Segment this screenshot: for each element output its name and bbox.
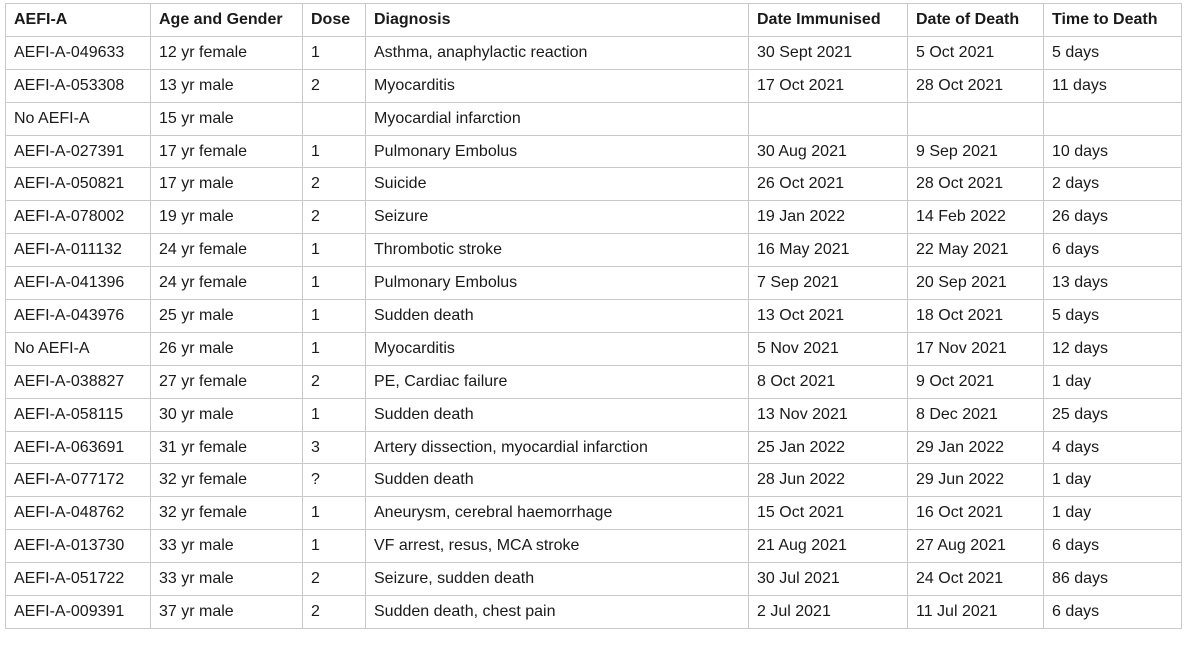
cell-time-to-death: 6 days	[1044, 234, 1182, 267]
cell-date-of-death	[908, 102, 1044, 135]
cell-date-of-death: 9 Sep 2021	[908, 135, 1044, 168]
cell-aefi-id: AEFI-A-009391	[6, 596, 151, 629]
cell-time-to-death: 5 days	[1044, 36, 1182, 69]
cell-date-of-death: 28 Oct 2021	[908, 69, 1044, 102]
cell-age-gender: 13 yr male	[151, 69, 303, 102]
aefi-table-container	[5, 3, 1182, 629]
cell-aefi-id: AEFI-A-041396	[6, 267, 151, 300]
cell-aefi-id: AEFI-A-038827	[6, 365, 151, 398]
table-row	[6, 596, 1182, 629]
cell-date-of-death: 17 Nov 2021	[908, 332, 1044, 365]
cell-date-of-death: 14 Feb 2022	[908, 201, 1044, 234]
cell-age-gender: 24 yr female	[151, 267, 303, 300]
cell-date-of-death: 18 Oct 2021	[908, 300, 1044, 333]
cell-age-gender: 26 yr male	[151, 332, 303, 365]
cell-diagnosis: Myocarditis	[366, 332, 749, 365]
cell-dose: 2	[303, 365, 366, 398]
column-header-age-gender: Age and Gender	[151, 4, 303, 37]
table-row	[6, 69, 1182, 102]
cell-aefi-id: No AEFI-A	[6, 332, 151, 365]
cell-age-gender: 32 yr female	[151, 497, 303, 530]
cell-dose: 1	[303, 234, 366, 267]
cell-date-immunised: 15 Oct 2021	[749, 497, 908, 530]
cell-date-immunised: 21 Aug 2021	[749, 530, 908, 563]
cell-date-of-death: 8 Dec 2021	[908, 398, 1044, 431]
cell-dose: 1	[303, 332, 366, 365]
cell-time-to-death: 12 days	[1044, 332, 1182, 365]
cell-time-to-death: 6 days	[1044, 530, 1182, 563]
table-row	[6, 234, 1182, 267]
cell-diagnosis: Seizure, sudden death	[366, 563, 749, 596]
table-row	[6, 300, 1182, 333]
cell-age-gender: 25 yr male	[151, 300, 303, 333]
cell-date-of-death: 11 Jul 2021	[908, 596, 1044, 629]
cell-dose: 2	[303, 596, 366, 629]
cell-age-gender: 33 yr male	[151, 530, 303, 563]
cell-age-gender: 19 yr male	[151, 201, 303, 234]
cell-dose: 1	[303, 497, 366, 530]
column-header-diagnosis: Diagnosis	[366, 4, 749, 37]
table-row	[6, 497, 1182, 530]
column-header-date-of-death: Date of Death	[908, 4, 1044, 37]
cell-age-gender: 27 yr female	[151, 365, 303, 398]
cell-age-gender: 32 yr female	[151, 464, 303, 497]
cell-aefi-id: AEFI-A-063691	[6, 431, 151, 464]
cell-date-immunised: 28 Jun 2022	[749, 464, 908, 497]
cell-age-gender: 37 yr male	[151, 596, 303, 629]
cell-time-to-death: 25 days	[1044, 398, 1182, 431]
cell-date-of-death: 9 Oct 2021	[908, 365, 1044, 398]
cell-time-to-death: 2 days	[1044, 168, 1182, 201]
cell-time-to-death: 4 days	[1044, 431, 1182, 464]
cell-time-to-death: 10 days	[1044, 135, 1182, 168]
table-row	[6, 135, 1182, 168]
cell-dose: 2	[303, 201, 366, 234]
cell-time-to-death: 1 day	[1044, 365, 1182, 398]
cell-dose: 3	[303, 431, 366, 464]
cell-date-of-death: 27 Aug 2021	[908, 530, 1044, 563]
cell-date-immunised: 30 Jul 2021	[749, 563, 908, 596]
cell-date-of-death: 29 Jan 2022	[908, 431, 1044, 464]
cell-date-immunised: 8 Oct 2021	[749, 365, 908, 398]
table-header	[6, 4, 1182, 37]
cell-time-to-death: 1 day	[1044, 464, 1182, 497]
cell-time-to-death	[1044, 102, 1182, 135]
cell-aefi-id: AEFI-A-027391	[6, 135, 151, 168]
cell-dose: 1	[303, 300, 366, 333]
cell-dose: 1	[303, 36, 366, 69]
cell-aefi-id: AEFI-A-049633	[6, 36, 151, 69]
cell-date-immunised: 5 Nov 2021	[749, 332, 908, 365]
cell-time-to-death: 5 days	[1044, 300, 1182, 333]
cell-dose: ?	[303, 464, 366, 497]
cell-time-to-death: 13 days	[1044, 267, 1182, 300]
cell-dose: 1	[303, 135, 366, 168]
cell-time-to-death: 26 days	[1044, 201, 1182, 234]
cell-date-of-death: 28 Oct 2021	[908, 168, 1044, 201]
cell-date-of-death: 29 Jun 2022	[908, 464, 1044, 497]
cell-aefi-id: AEFI-A-043976	[6, 300, 151, 333]
cell-age-gender: 17 yr male	[151, 168, 303, 201]
cell-date-of-death: 22 May 2021	[908, 234, 1044, 267]
cell-dose: 1	[303, 530, 366, 563]
cell-date-immunised	[749, 102, 908, 135]
aefi-deaths-table	[5, 3, 1182, 629]
cell-diagnosis: Sudden death	[366, 464, 749, 497]
cell-age-gender: 12 yr female	[151, 36, 303, 69]
table-row	[6, 365, 1182, 398]
cell-aefi-id: AEFI-A-077172	[6, 464, 151, 497]
cell-diagnosis: Sudden death	[366, 300, 749, 333]
table-row	[6, 102, 1182, 135]
cell-date-of-death: 5 Oct 2021	[908, 36, 1044, 69]
cell-age-gender: 30 yr male	[151, 398, 303, 431]
cell-aefi-id: AEFI-A-078002	[6, 201, 151, 234]
cell-date-immunised: 17 Oct 2021	[749, 69, 908, 102]
cell-dose	[303, 102, 366, 135]
cell-date-immunised: 13 Nov 2021	[749, 398, 908, 431]
cell-age-gender: 33 yr male	[151, 563, 303, 596]
cell-diagnosis: Aneurysm, cerebral haemorrhage	[366, 497, 749, 530]
table-row	[6, 36, 1182, 69]
cell-date-immunised: 13 Oct 2021	[749, 300, 908, 333]
cell-date-of-death: 20 Sep 2021	[908, 267, 1044, 300]
cell-date-immunised: 19 Jan 2022	[749, 201, 908, 234]
cell-date-immunised: 7 Sep 2021	[749, 267, 908, 300]
cell-time-to-death: 11 days	[1044, 69, 1182, 102]
cell-diagnosis: Myocarditis	[366, 69, 749, 102]
cell-aefi-id: AEFI-A-051722	[6, 563, 151, 596]
cell-aefi-id: AEFI-A-050821	[6, 168, 151, 201]
table-row	[6, 267, 1182, 300]
cell-age-gender: 31 yr female	[151, 431, 303, 464]
table-row	[6, 332, 1182, 365]
table-row	[6, 201, 1182, 234]
column-header-aefi-a: AEFI-A	[6, 4, 151, 37]
header-row	[6, 4, 1182, 37]
cell-diagnosis: Pulmonary Embolus	[366, 267, 749, 300]
cell-aefi-id: AEFI-A-048762	[6, 497, 151, 530]
table-body	[6, 36, 1182, 628]
cell-time-to-death: 86 days	[1044, 563, 1182, 596]
cell-date-immunised: 30 Sept 2021	[749, 36, 908, 69]
cell-aefi-id: AEFI-A-013730	[6, 530, 151, 563]
cell-age-gender: 24 yr female	[151, 234, 303, 267]
cell-diagnosis: Suicide	[366, 168, 749, 201]
cell-diagnosis: Sudden death, chest pain	[366, 596, 749, 629]
table-row	[6, 563, 1182, 596]
cell-date-immunised: 30 Aug 2021	[749, 135, 908, 168]
cell-date-of-death: 24 Oct 2021	[908, 563, 1044, 596]
cell-date-immunised: 26 Oct 2021	[749, 168, 908, 201]
cell-aefi-id: AEFI-A-011132	[6, 234, 151, 267]
table-row	[6, 168, 1182, 201]
cell-dose: 1	[303, 267, 366, 300]
table-row	[6, 398, 1182, 431]
cell-diagnosis: PE, Cardiac failure	[366, 365, 749, 398]
table-row	[6, 464, 1182, 497]
cell-date-immunised: 16 May 2021	[749, 234, 908, 267]
cell-date-of-death: 16 Oct 2021	[908, 497, 1044, 530]
cell-date-immunised: 25 Jan 2022	[749, 431, 908, 464]
column-header-dose: Dose	[303, 4, 366, 37]
cell-time-to-death: 6 days	[1044, 596, 1182, 629]
cell-diagnosis: Myocardial infarction	[366, 102, 749, 135]
cell-dose: 2	[303, 168, 366, 201]
column-header-time-to-death: Time to Death	[1044, 4, 1182, 37]
cell-dose: 1	[303, 398, 366, 431]
table-row	[6, 530, 1182, 563]
table-row	[6, 431, 1182, 464]
cell-diagnosis: Thrombotic stroke	[366, 234, 749, 267]
cell-aefi-id: AEFI-A-058115	[6, 398, 151, 431]
cell-age-gender: 15 yr male	[151, 102, 303, 135]
cell-diagnosis: Asthma, anaphylactic reaction	[366, 36, 749, 69]
cell-time-to-death: 1 day	[1044, 497, 1182, 530]
cell-diagnosis: Pulmonary Embolus	[366, 135, 749, 168]
cell-diagnosis: Seizure	[366, 201, 749, 234]
cell-age-gender: 17 yr female	[151, 135, 303, 168]
cell-dose: 2	[303, 563, 366, 596]
cell-diagnosis: Sudden death	[366, 398, 749, 431]
cell-diagnosis: VF arrest, resus, MCA stroke	[366, 530, 749, 563]
cell-date-immunised: 2 Jul 2021	[749, 596, 908, 629]
cell-dose: 2	[303, 69, 366, 102]
cell-aefi-id: No AEFI-A	[6, 102, 151, 135]
cell-diagnosis: Artery dissection, myocardial infarction	[366, 431, 749, 464]
cell-aefi-id: AEFI-A-053308	[6, 69, 151, 102]
column-header-date-immunised: Date Immunised	[749, 4, 908, 37]
